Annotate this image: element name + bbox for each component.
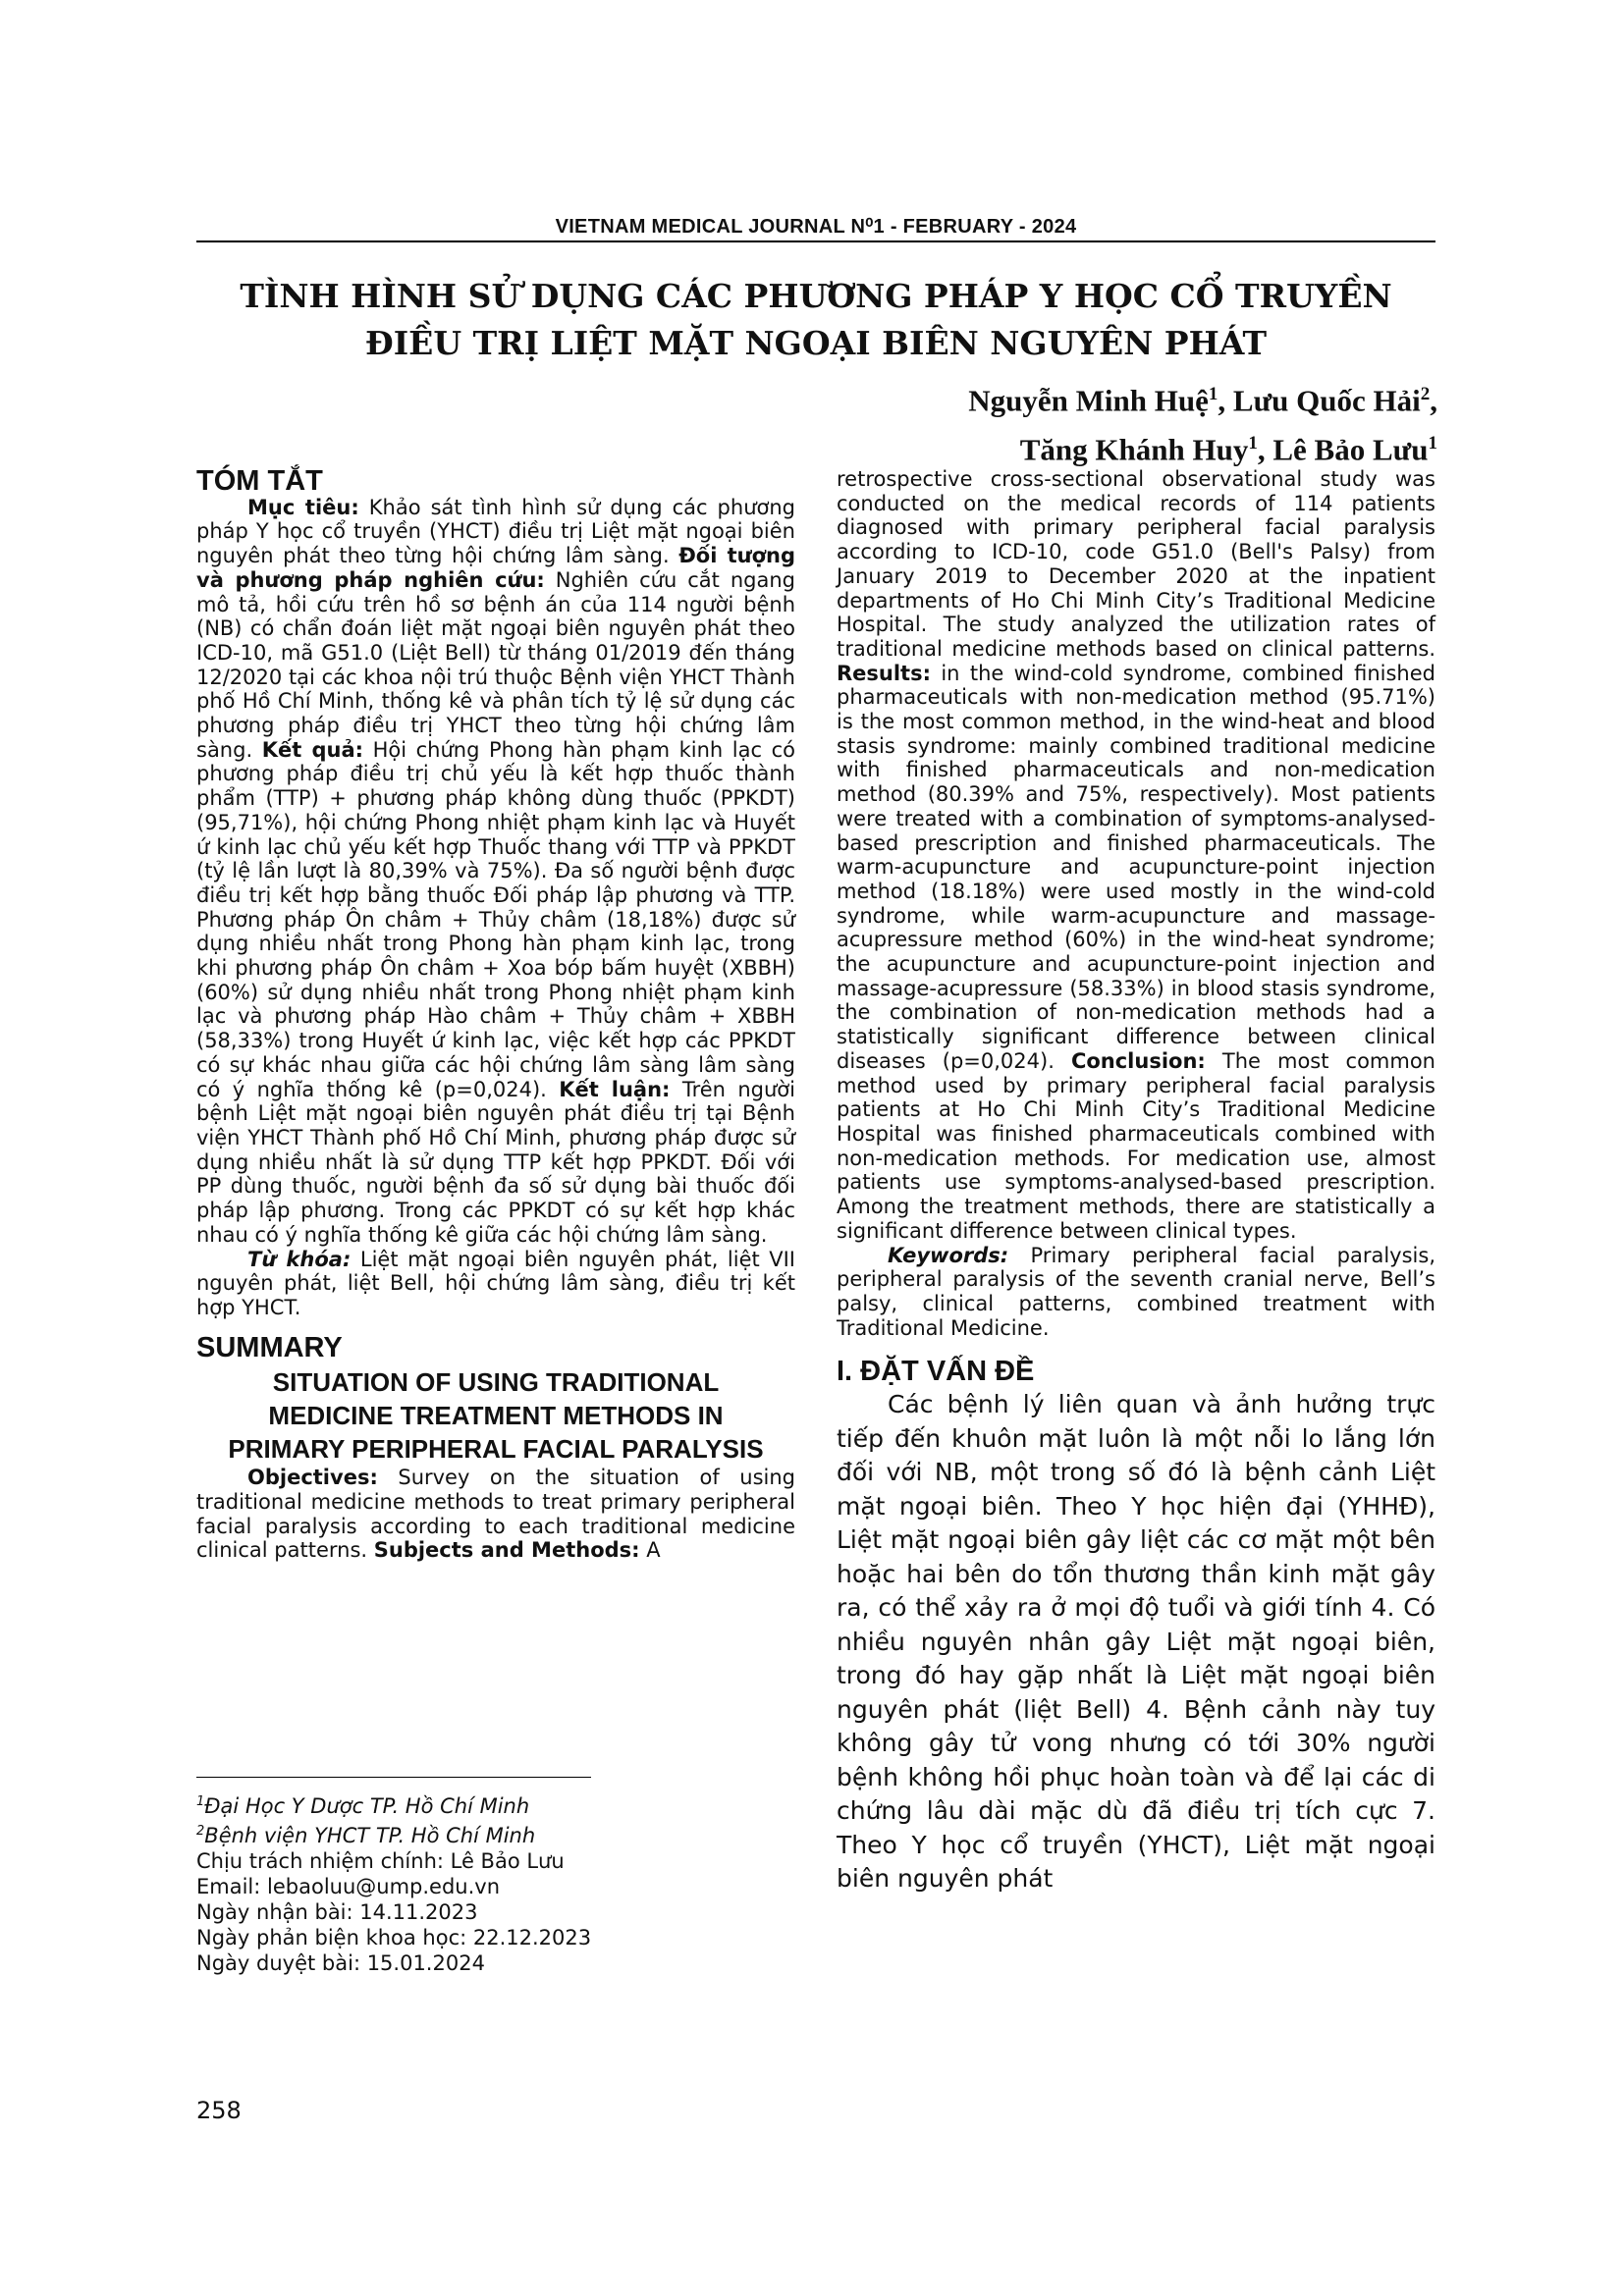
author-separator: , <box>1257 432 1273 467</box>
author-line-2 <box>968 422 1437 471</box>
author-affiliation: 1 <box>1428 433 1437 454</box>
footnote-received: Ngày nhận bài: 14.11.2023 <box>196 1900 478 1924</box>
text-subjects-a: A <box>639 1538 661 1563</box>
article-title <box>196 273 1435 367</box>
intro-paragraph: Các bệnh lý liên quan và ảnh hưởng trực tiếp đến khuôn mặt luôn là một nỗi lo lắng lớn đối với NB, một trong số đó là bệnh cảnh Liệt mặt ngoại biên. Theo Y học hiện đại (YHHĐ), Liệt mặt ngoại biên gây liệt các cơ mặt một bên hoặc hai bên do tổn thương thần kinh mặt gây ra, có thể xảy ra ở mọi độ tuổi và giới tính 4. Có nhiều nguyên nhân gây Liệt mặt ngoại biên, trong đó hay gặp nhất là Liệt mặt ngoại biên nguyên phát (liệt Bell) 4. Bệnh cảnh này tuy không gây tử vong nhưng có tới 30% người bệnh không hồi phục hoàn toàn và để lại các di chứng lâu dài mặc dù đã điều trị tích cực 7. Theo Y học cổ truyền (YHCT), Liệt mặt ngoại biên nguyên phát <box>837 1390 1435 1894</box>
summary-paragraph-start <box>196 1466 795 1563</box>
label-results: Results: <box>837 661 931 685</box>
tomtat-paragraph <box>196 496 795 1248</box>
author-affiliation: 1 <box>1208 384 1218 404</box>
right-column <box>837 467 1435 1896</box>
summary-title-line-2: MEDICINE TREATMENT METHODS IN <box>268 1401 724 1431</box>
footnote-rule <box>196 1777 591 1778</box>
footnote-reviewed: Ngày phản biện khoa học: 22.12.2023 <box>196 1926 592 1949</box>
author-name: Nguyễn Minh Huệ <box>968 383 1209 418</box>
author-line-1 <box>968 373 1437 422</box>
footnote-affiliation-2: $^2$Bệnh viện YHCT TP. Hồ Chí Minh <box>196 1824 536 1847</box>
author-name: Lưu Quốc Hải <box>1232 383 1421 418</box>
summary-title-line-3: PRIMARY PERIPHERAL FACIAL PARALYSIS <box>228 1434 764 1465</box>
footnote-email: Email: lebaoluu@ump.edu.vn <box>196 1875 501 1898</box>
tukhoa-paragraph <box>196 1248 795 1320</box>
label-conclusion: Conclusion: <box>1070 1048 1206 1073</box>
author-separator: , <box>1218 383 1233 418</box>
page-number: 258 <box>196 2097 242 2124</box>
label-doituong: Đối tượng và phương pháp nghiên cứu: <box>196 544 795 592</box>
author-affiliation: 2 <box>1420 384 1431 404</box>
journal-header: VIETNAM MEDICAL JOURNAL N⁰1 - FEBRUARY - 2024 <box>555 216 1077 238</box>
author-list <box>968 373 1437 472</box>
left-column <box>196 465 795 1563</box>
label-tukhoa: Từ khóa: <box>247 1247 352 1271</box>
label-subjects: Subjects and Methods: <box>373 1538 640 1563</box>
text-muctieu: Khảo sát tình hình sử dụng các phương pháp Y học cổ truyền (YHCT) điều trị Liệt mặt ngoại biên nguyên phát theo từng hội chứng lâm sàng. <box>196 495 795 568</box>
label-objectives: Objectives: <box>247 1466 378 1490</box>
text-results: in the wind-cold syndrome, combined finished pharmaceuticals with non-medication method (95.71%) is the most common method, in the wind-heat and blood stasis syndrome: mainly combined traditional medicine with finished pharmaceuticals and non-medication method (80.39% and 75%, respectively). Most patients were treated with a combination of symptoms-analysed-based prescription and finished pharmaceuticals. The warm-acupuncture and acupuncture-point injection method (18.18%) were used mostly in the wind-cold syndrome, while warm-acupuncture and massage-acupressure method (60%) in the wind-heat syndrome; the acupuncture and acupuncture-point injection and massage-acupressure (58.33%) in blood stasis syndrome, the combination of non-medication methods had a statistically significant difference between clinical diseases (p=0,024). <box>837 661 1435 1073</box>
summary-title <box>196 1365 795 1466</box>
text-doituong: Nghiên cứu cắt ngang mô tả, hồi cứu trên hồ sơ bệnh án của 114 người bệnh (NB) có chẩn đoán liệt mặt ngoại biên nguyên phát theo ICD-10, mã G51.0 (Liệt Bell) từ tháng 01/2019 đến tháng 12/2020 tại các khoa nội trú thuộc Bệnh viện YHCT Thành phố Hồ Chí Minh, thống kê và phân tích tỷ lệ sử dụng các phương pháp điều trị YHCT theo từng hội chứng lâm sàng. <box>196 567 795 762</box>
title-line-1: TÌNH HÌNH SỬ DỤNG CÁC PHƯƠNG PHÁP Y HỌC CỔ TRUYỀN <box>240 277 1392 315</box>
footnotes <box>196 1789 795 1976</box>
label-keywords: Keywords: <box>888 1243 1009 1267</box>
summary-heading: SUMMARY <box>196 1331 343 1363</box>
summary-title-line-1: SITUATION OF USING TRADITIONAL <box>272 1367 720 1398</box>
footnote-affiliation-1: $^1$Đại Học Y Dược TP. Hồ Chí Minh <box>196 1794 530 1818</box>
header-rule <box>196 240 1435 242</box>
text-subjects-b: retrospective cross-sectional observational study was conducted on the medical records of 114 patients diagnosed with primary peripheral facial paralysis according to ICD-10, code G51.0 (Bell's Palsy) from January 2019 to December 2020 at the inpatient departments of Ho Chi Minh City’s Traditional Medicine Hospital. The study analyzed the utilization rates of traditional medicine methods based on clinical patterns. <box>837 467 1435 661</box>
author-name: Lê Bảo Lưu <box>1272 432 1429 467</box>
label-muctieu: Mục tiêu: <box>247 495 359 519</box>
text-tukhoa: Liệt mặt ngoại biên nguyên phát, liệt VII nguyên phát, liệt Bell, hội chứng lâm sàng, điều trị kết hợp YHCT. <box>196 1247 795 1319</box>
author-name: Tăng Khánh Huy <box>1019 432 1249 467</box>
text-ketluan: Trên người bệnh Liệt mặt ngoại biên nguyên phát điều trị tại Bệnh viện YHCT Thành phố Hồ Chí Minh, phương pháp được sử dụng nhiều nhất là sử dụng TTP kết hợp PPKDT. Đối với PP dùng thuốc, người bệnh đa số sử dụng bài thuốc đối pháp lập phương. Trong các PPKDT có sự kết hợp khác nhau có ý nghĩa thống kê giữa các hội chứng lâm sàng. <box>196 1077 795 1247</box>
author-separator: , <box>1430 383 1437 418</box>
text-conclusion: The most common method used by primary peripheral facial paralysis patients at Ho Chi Minh City’s Traditional Medicine Hospital was finished pharmaceuticals combined with non-medication methods. For medication use, almost patients use symptoms-analysed-based prescription. Among the treatment methods, there are statistically a significant difference between clinical types. <box>837 1048 1435 1243</box>
footnote-responsible: Chịu trách nhiệm chính: Lê Bảo Lưu <box>196 1849 565 1873</box>
text-keywords: Primary peripheral facial paralysis, peripheral paralysis of the seventh cranial nerve, Bell’s palsy, clinical patterns, combined treatment with Traditional Medicine. <box>837 1243 1435 1340</box>
summary-paragraph-cont <box>837 467 1435 1244</box>
intro-heading: I. ĐẶT VẤN ĐỀ <box>837 1356 1035 1388</box>
keywords-paragraph <box>837 1244 1435 1341</box>
footnote-approved: Ngày duyệt bài: 15.01.2024 <box>196 1951 485 1975</box>
label-ketqua: Kết quả: <box>261 737 364 762</box>
title-line-2: ĐIỀU TRỊ LIỆT MẶT NGOẠI BIÊN NGUYÊN PHÁT <box>364 324 1268 362</box>
text-objectives: Survey on the situation of using traditional medicine methods to treat primary peripheral facial paralysis according to each traditional medicine clinical patterns. <box>196 1466 795 1563</box>
tomtat-heading: TÓM TẮT <box>196 465 323 497</box>
label-ketluan: Kết luận: <box>559 1077 671 1101</box>
author-affiliation: 1 <box>1248 433 1258 454</box>
text-ketqua: Hội chứng Phong hàn phạm kinh lạc có phương pháp điều trị chủ yếu là kết hợp thuốc thành phẩm (TTP) + phương pháp không dùng thuốc (PPKDT) (95,71%), hội chứng Phong nhiệt phạm kinh lạc và Huyết ứ kinh lạc chủ yếu kết hợp Thuốc thang với TTP và PPKDT (tỷ lệ lần lượt là 80,39% và 75%). Đa số người bệnh được điều trị kết hợp bằng thuốc Đối pháp lập phương và TTP. Phương pháp Ôn châm + Thủy châm (18,18%) được sử dụng nhiều nhất trong Phong hàn phạm kinh lạc, trong khi phương pháp Ôn châm + Xoa bóp bấm huyệt (XBBH) (60%) sử dụng nhiều nhất trong Phong nhiệt phạm kinh lạc và phương pháp Hào châm + Thủy châm + XBBH (58,33%) trong Huyết ứ kinh lạc, việc kết hợp các PPKDT có sự khác nhau giữa các hội chứng lâm sàng lâm sàng có ý nghĩa thống kê (p=0,024). <box>196 737 795 1101</box>
